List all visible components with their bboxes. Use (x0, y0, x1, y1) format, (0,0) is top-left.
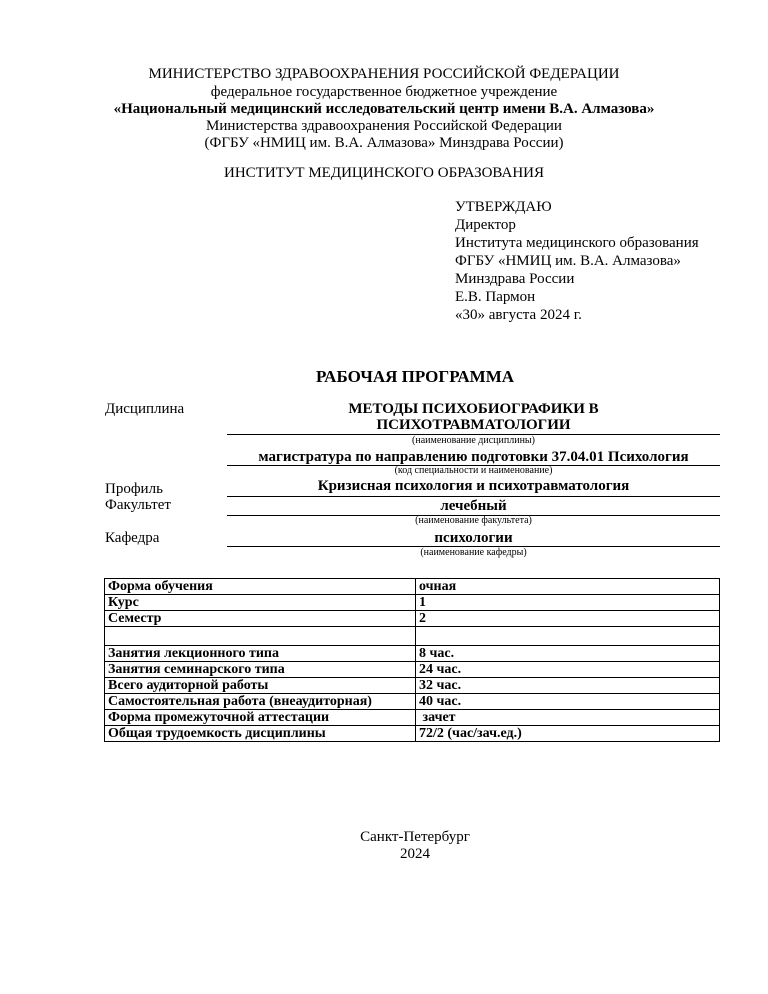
department-label: Кафедра (105, 530, 160, 546)
approval-line: Минздрава России (455, 271, 575, 287)
org-type: федеральное государственное бюджетное учреждение (210, 84, 558, 100)
institute-heading: ИНСТИТУТ МЕДИЦИНСКОГО ОБРАЗОВАНИЯ (223, 165, 544, 181)
table-cell-label: Всего аудиторной работы (105, 678, 416, 694)
table-cell-value: 1 (416, 595, 720, 611)
approval-line: Е.В. Пармон (455, 289, 536, 305)
table-cell-label (105, 627, 416, 646)
approval-date: «30» августа 2024 г. (455, 307, 582, 323)
table-row (105, 710, 720, 726)
faculty-value: лечебный (440, 498, 507, 514)
table-row (105, 611, 720, 627)
faculty-caption: (наименование факультета) (415, 515, 532, 526)
approval-block (455, 198, 699, 324)
org-short-name: (ФГБУ «НМИЦ им. В.А. Алмазова» Минздрава России) (204, 135, 564, 151)
discipline-caption: (наименование дисциплины) (412, 435, 535, 446)
table-cell-label: Общая трудоемкость дисциплины (105, 726, 416, 742)
department-caption: (наименование кафедры) (420, 547, 527, 558)
table-row (105, 646, 720, 662)
table-cell-value: 24 час. (416, 662, 720, 678)
table-cell-value: 8 час. (416, 646, 720, 662)
table-row (105, 694, 720, 710)
direction-caption: (код специальности и наименование) (394, 465, 553, 476)
divider (227, 496, 720, 497)
table-cell-value: 32 час. (416, 678, 720, 694)
footer-block (0, 829, 768, 863)
profile-label: Профиль (105, 481, 163, 497)
table-cell-label: Занятия семинарского типа (105, 662, 416, 678)
approval-line: Директор (455, 217, 516, 233)
org-ministry: Министерства здравоохранения Российской Федерации (206, 118, 562, 134)
table-row (105, 579, 720, 595)
table-cell-label: Занятия лекционного типа (105, 646, 416, 662)
footer-city: Санкт-Петербург (360, 829, 470, 845)
table-cell-label: Форма промежуточной аттестации (105, 710, 416, 726)
footer-year: 2024 (400, 846, 430, 862)
table-cell-label: Курс (105, 595, 416, 611)
ministry-heading: МИНИСТЕРСТВО ЗДРАВООХРАНЕНИЯ РОССИЙСКОЙ ФЕДЕРАЦИИ (148, 66, 620, 82)
direction-value: магистратура по направлению подготовки 37.04.01 Психология (258, 449, 689, 465)
table-cell-value: 72/2 (час/зач.ед.) (416, 726, 720, 742)
table-row (105, 678, 720, 694)
table-row (105, 726, 720, 742)
table-cell-value: 40 час. (416, 694, 720, 710)
study-hours-table (104, 578, 720, 742)
document-title: РАБОЧАЯ ПРОГРАММА (315, 367, 515, 386)
table-cell-value: зачет (416, 710, 720, 726)
table-row (105, 595, 720, 611)
table-cell-value: 2 (416, 611, 720, 627)
table-row (105, 662, 720, 678)
table-cell-value (416, 627, 720, 646)
table-cell-label: Семестр (105, 611, 416, 627)
approval-line: ФГБУ «НМИЦ им. В.А. Алмазова» (455, 253, 681, 269)
discipline-name-line2: ПСИХОТРАВМАТОЛОГИИ (376, 417, 571, 433)
approval-line: УТВЕРЖДАЮ (455, 199, 552, 215)
discipline-label: Дисциплина (105, 401, 185, 417)
department-value: психологии (434, 530, 513, 546)
org-name: «Национальный медицинский исследовательский центр имени В.А. Алмазова» (113, 101, 655, 117)
faculty-label: Факультет (105, 497, 171, 513)
table-row (105, 627, 720, 646)
table-cell-value: очная (416, 579, 720, 595)
table-cell-label: Форма обучения (105, 579, 416, 595)
profile-value: Кризисная психология и психотравматология (317, 478, 630, 494)
table-cell-label: Самостоятельная работа (внеаудиторная) (105, 694, 416, 710)
discipline-name-line1: МЕТОДЫ ПСИХОБИОГРАФИКИ В (348, 401, 599, 417)
approval-line: Института медицинского образования (455, 235, 699, 251)
